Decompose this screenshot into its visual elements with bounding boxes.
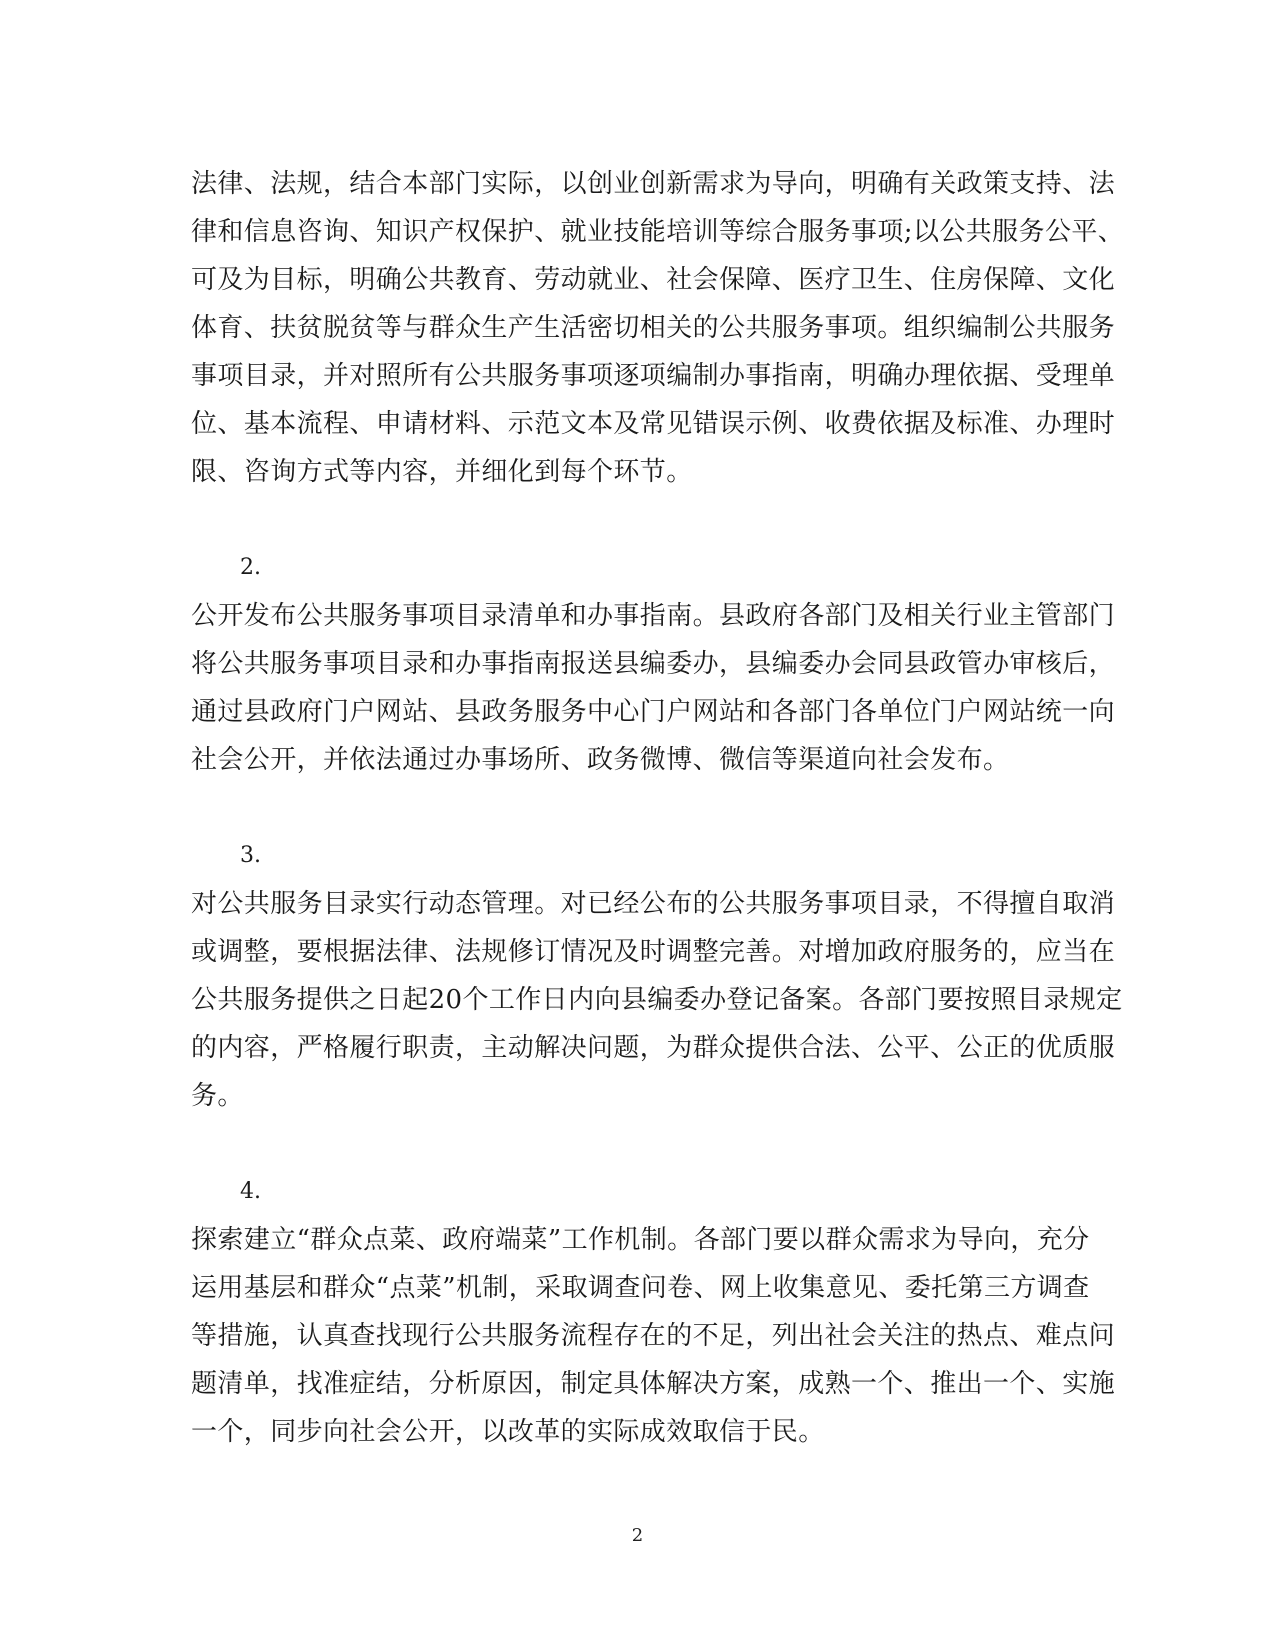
text-line: 对公共服务目录实行动态管理。对已经公布的公共服务事项目录，不得擅自取消 (191, 889, 1116, 919)
text-line: 社会公开，并依法通过办事场所、政务微博、微信等渠道向社会发布。 (191, 745, 1010, 775)
text-line: 法律、法规，结合本部门实际，以创业创新需求为导向，明确有关政策支持、法 (191, 169, 1116, 199)
text-line: 或调整，要根据法律、法规修订情况及时调整完善。对增加政府服务的，应当在 (191, 937, 1116, 967)
text-line: 一个，同步向社会公开，以改革的实际成效取信于民。 (191, 1417, 825, 1447)
item-number: 2. (240, 555, 261, 580)
text-line: 律和信息咨询、知识产权保护、就业技能培训等综合服务事项;以公共服务公平、 (191, 217, 1125, 247)
text-line: 将公共服务事项目录和办事指南报送县编委办，县编委办会同县政管办审核后， (191, 649, 1116, 679)
item-2 (191, 544, 1116, 784)
text-line: 通过县政府门户网站、县政务服务中心门户网站和各部门各单位门户网站统一向 (191, 697, 1116, 727)
text-line: 事项目录，并对照所有公共服务事项逐项编制办事指南，明确办理依据、受理单 (191, 361, 1116, 391)
item-3 (191, 832, 1123, 1120)
text-line: 运用基层和群众“点菜”机制，采取调查问卷、网上收集意见、委托第三方调查 (191, 1273, 1090, 1303)
text-line: 公开发布公共服务事项目录清单和办事指南。县政府各部门及相关行业主管部门 (191, 601, 1116, 631)
text-line: 务。 (191, 1081, 244, 1111)
text-line: 限、咨询方式等内容，并细化到每个环节。 (191, 457, 693, 487)
text-line: 探索建立“群众点菜、政府端菜”工作机制。各部门要以群众需求为导向，充分 (191, 1225, 1090, 1255)
text-line: 可及为目标，明确公共教育、劳动就业、社会保障、医疗卫生、住房保障、文化 (191, 265, 1116, 295)
paragraph-1 (191, 160, 1125, 496)
text-line: 体育、扶贫脱贫等与群众生产生活密切相关的公共服务事项。组织编制公共服务 (191, 313, 1116, 343)
page-number: 2 (631, 1525, 644, 1546)
text-line: 位、基本流程、申请材料、示范文本及常见错误示例、收费依据及标准、办理时 (191, 409, 1116, 439)
text-line: 公共服务提供之日起20个工作日内向县编委办登记备案。各部门要按照目录规定 (191, 985, 1123, 1015)
text-line: 的内容，严格履行职责，主动解决问题，为群众提供合法、公平、公正的优质服 (191, 1033, 1116, 1063)
document-body (191, 160, 1125, 1456)
item-number: 4. (240, 1179, 261, 1204)
text-line: 题清单，找准症结，分析原因，制定具体解决方案，成熟一个、推出一个、实施 (191, 1369, 1116, 1399)
item-4 (191, 1168, 1116, 1456)
text-line: 等措施，认真查找现行公共服务流程存在的不足，列出社会关注的热点、难点问 (191, 1321, 1116, 1351)
item-number: 3. (240, 843, 261, 868)
